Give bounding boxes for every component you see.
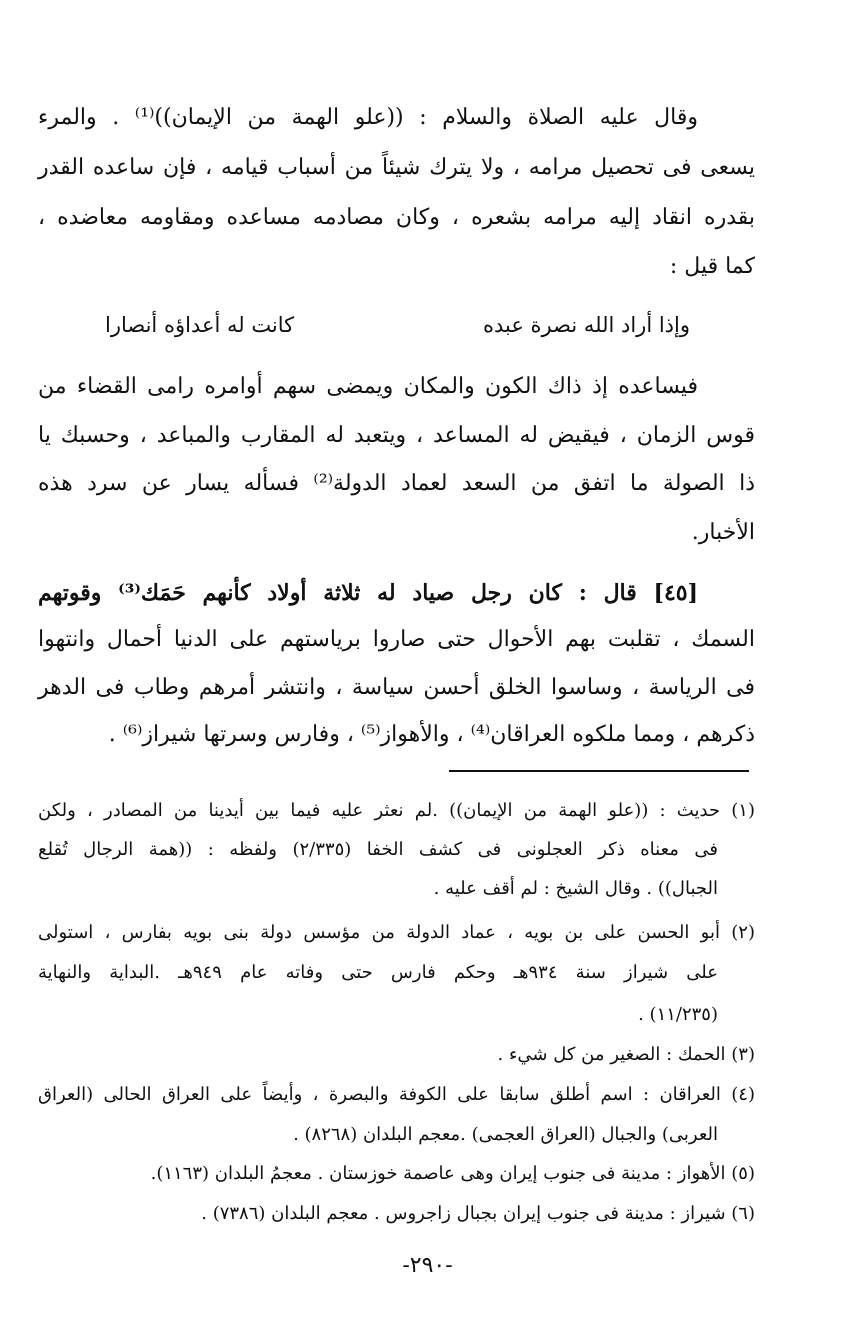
footnote-4-line-2: العربى) والجبال (العراق العجمى) .معجم البلدان (٨٢٦٨) . [293, 1124, 718, 1145]
paragraph-2-line-1: فيساعده إذ ذاك الكون والمكان ويمضى سهم أوامره رامى القضاء من [38, 374, 698, 399]
verse-first-hemistich: وإذا أراد الله نصرة عبده [482, 313, 690, 337]
paragraph-3-line-1: [٤٥] قال : كان رجل صياد له ثلاثة أولاد كأنهم حَمَك⁽³⁾ وقوتهم [38, 580, 699, 606]
footnote-separator [449, 770, 749, 772]
verse-second-hemistich: كانت له أعداؤه أنصارا [105, 313, 295, 337]
footnote-2-line-1: (٢) أبو الحسن على بن بويه ، عماد الدولة من مؤسس دولة بنى بويه بفارس ، استولى [38, 922, 755, 943]
paragraph-1-line-2: يسعى فى تحصيل مرامه ، ولا يترك شيئاً من أسباب قيامه ، فإن ساعده القدر [38, 155, 755, 180]
footnote-5: (٥) الأهواز : مدينة فى جنوب إيران وهى عاصمة خوزستان . معجمُ البلدان (١١٦٣). [150, 1163, 755, 1184]
paragraph-1-line-3: بقدره انقاد إليه مرامه بشعره ، وكان مصادمه مساعده ومقاومه معاضده ، [38, 205, 755, 230]
page-number: -٢٩٠- [402, 1253, 453, 1278]
footnote-3: (٣) الحمك : الصغير من كل شيء . [497, 1044, 755, 1065]
paragraph-1-line-1: وقال عليه الصلاة والسلام : ((علو الهمة من الإيمان))⁽¹⁾ . والمرء [38, 105, 698, 130]
footnote-2-line-3: (١١/٢٣٥) . [638, 1004, 718, 1025]
footnote-4-line-1: (٤) العراقان : اسم أطلق سابقا على الكوفة والبصرة ، وأيضاً على العراق الحالى (العراق [38, 1084, 755, 1105]
paragraph-2-line-3: ذا الصولة ما اتفق من السعد لعماد الدولة⁽²⁾ فسأله يسار عن سرد هذه [38, 471, 755, 496]
footnote-1-line-1: (١) حديث : ((علو الهمة من الإيمان)) .لم نعثر عليه فيما بين أيدينا من المصادر ، ولكن [38, 800, 755, 821]
footnote-1-line-3: الجبال)) . وقال الشيخ : لم أقف عليه . [433, 878, 718, 899]
paragraph-3-line-2: السمك ، تقلبت بهم الأحوال حتى صاروا برياستهم على الدنيا أحمال وانتهوا [38, 627, 755, 652]
footnote-2-line-2: على شيراز سنة ٩٣٤هـ وحكم فارس حتى وفاته عام ٩٤٩هـ .البداية والنهاية [38, 962, 718, 983]
paragraph-3-line-3: فى الرياسة ، وساسوا الخلق أحسن سياسة ، وانتشر أمرهم وطاب فى الدهر [38, 675, 755, 700]
footnote-6: (٦) شيراز : مدينة فى جنوب إيران بجبال زاجروس . معجم البلدان (٧٣٨٦) . [201, 1203, 755, 1224]
paragraph-2-line-2: قوس الزمان ، فيقيض له المساعد ، ويتعبد له المقارب والمباعد ، وحسبك يا [38, 423, 755, 448]
footnote-1-line-2: فى معناه ذكر العجلونى فى كشف الخفا (٢/٣٣٥) ولفظه : ((همة الرجال تُقلع [38, 839, 718, 860]
paragraph-2-line-4: الأخبار. [691, 520, 755, 545]
paragraph-1-line-4: كما قيل : [669, 254, 755, 279]
paragraph-3-line-4: ذكرهم ، ومما ملكوه العراقان⁽⁴⁾ ، والأهواز⁽⁵⁾ ، وفارس وسرتها شيراز⁽⁶⁾ . [108, 722, 755, 747]
